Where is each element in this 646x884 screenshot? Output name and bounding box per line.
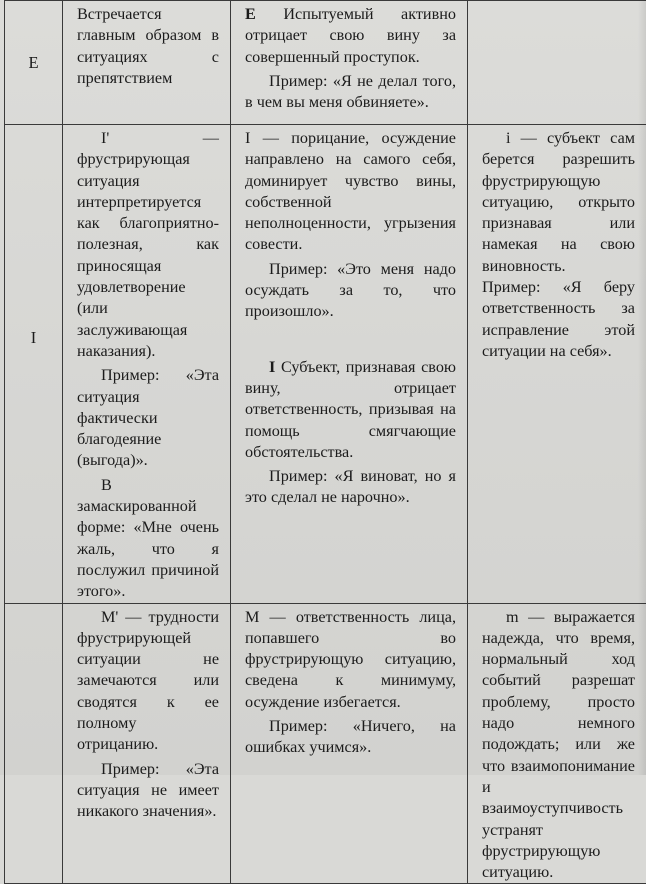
cell-example: Пример: «Эта ситуация не имеет никакого значения». xyxy=(77,759,219,823)
cell-text-run: Испытуемый активно отрицает свою вину за совершенный проступок. xyxy=(245,5,456,66)
cell-text: M — ответственность лица, попавшего во фрустрирующую ситуацию, сведена к минимуму, осуждение избегается. xyxy=(245,607,456,713)
row-factor-e xyxy=(5,1,63,125)
cell-m-col3 xyxy=(468,603,646,884)
cell-text xyxy=(245,357,456,463)
cell-example: Пример: «Это меня надо осуждать за то, что произошло». xyxy=(245,259,456,323)
cell-i-col2 xyxy=(231,125,468,604)
factor-label: E xyxy=(28,53,38,72)
cell-bold-label: I xyxy=(269,358,275,376)
table-row-e xyxy=(5,1,646,125)
cell-text: I — порицание, осуждение направлено на самого себя, доминирует чувство вины, собственной неполноценности, угрызения совести. xyxy=(245,128,456,256)
cell-text: I' — фрустрирующая ситуация интерпретируется как благоприятно-полезная, как приносящая удовлетворение (или заслуживающая наказания). xyxy=(77,128,219,362)
cell-e-col3 xyxy=(468,1,646,125)
page-shadow xyxy=(638,0,646,775)
cell-example: Пример: «Ничего, на ошибках учимся». xyxy=(245,716,456,759)
factor-label: I xyxy=(31,328,37,347)
cell-bold-label: E xyxy=(245,5,256,23)
cell-text xyxy=(245,4,456,68)
cell-text: Встречается главным образом в ситуациях с препятствием xyxy=(77,4,219,89)
cell-e-col1 xyxy=(63,1,231,125)
cell-text: M' — трудности фрустрирующей ситуации не замечаются или сводятся к ее полному отрицанию. xyxy=(77,607,219,756)
cell-text: m — выражается надежда, что время, нормальный ход событий разрешат проблему, просто надо немного подождать; или же что взаимопонимание и взаимоуступчивость устранят фрустрирующую ситуацию. xyxy=(482,607,635,884)
cell-m-col2 xyxy=(231,603,468,884)
cell-text-run: Субъект, признавая свою вину, отрицает ответственность, призывая на помощь смягчающие обстоятельства. xyxy=(245,358,456,461)
table-row-m xyxy=(5,603,646,884)
row-factor-m xyxy=(5,603,63,884)
row-factor-i xyxy=(5,125,63,604)
frustration-reactions-table xyxy=(4,0,646,884)
cell-i-col3 xyxy=(468,125,646,604)
cell-example: Пример: «Эта ситуация фактически благодеяние (выгода)». xyxy=(77,365,219,471)
cell-i-col1 xyxy=(63,125,231,604)
cell-example: Пример: «Я не делал того, в чем вы меня обвиняете». xyxy=(245,71,456,114)
cell-e-col2 xyxy=(231,1,468,125)
cell-example: Пример: «Я виноват, но я это сделал не нарочно». xyxy=(245,466,456,509)
cell-text: i — субъект сам берется разрешить фрустрирующую ситуацию, открыто признавая или намекая на свою виновность. xyxy=(482,128,635,277)
cell-example: Пример: «Я беру ответственность за исправление этой ситуации на себя». xyxy=(482,277,635,362)
cell-text: В замаскированной форме: «Мне очень жаль, что я послужил причиной этого». xyxy=(77,475,219,603)
table-row-i xyxy=(5,125,646,604)
cell-m-col1 xyxy=(63,603,231,884)
